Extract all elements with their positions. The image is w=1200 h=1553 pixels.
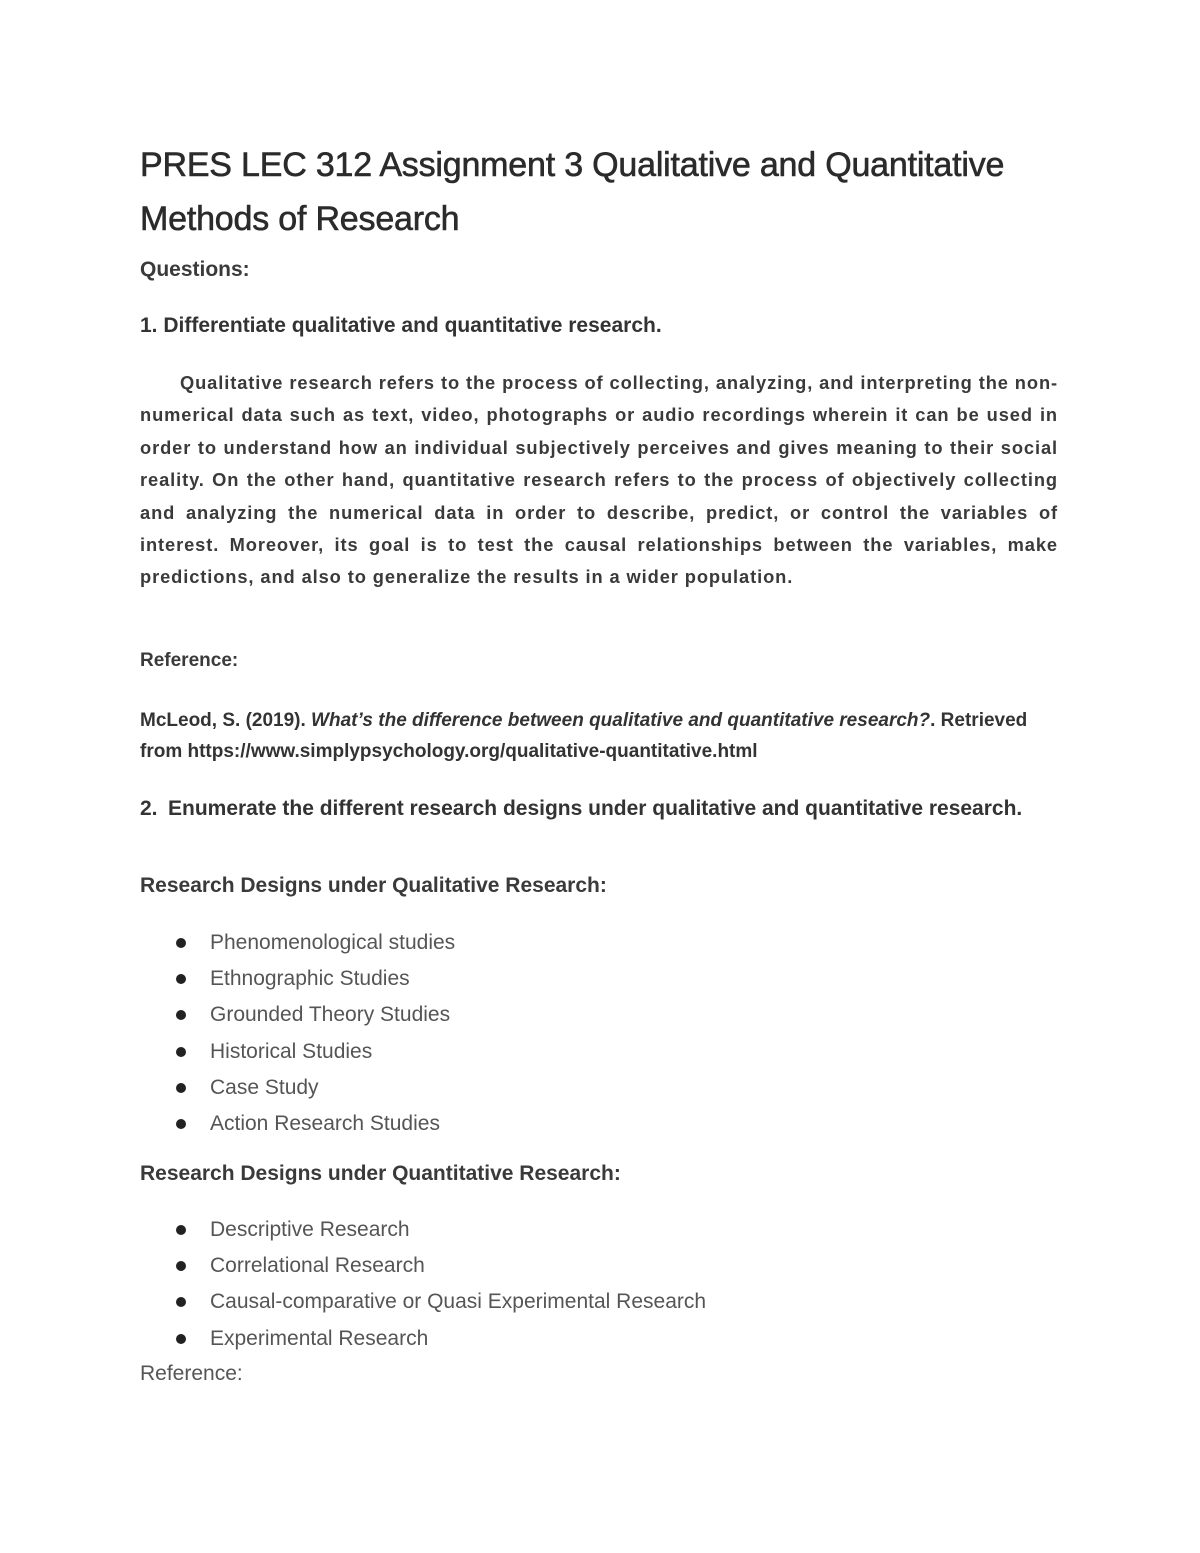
question-1-reference-label: Reference: <box>140 650 239 671</box>
bullet-icon <box>176 938 186 948</box>
bullet-icon <box>176 1083 186 1093</box>
bullet-icon <box>176 1297 186 1307</box>
question-2-number: 2. <box>140 797 158 820</box>
bullet-icon <box>176 1047 186 1057</box>
citation-author: McLeod, S. (2019). <box>140 710 312 731</box>
bullet-icon <box>176 974 186 984</box>
citation-title: What’s the difference between qualitative and quantitative research? <box>311 710 931 731</box>
list-item: Case Study <box>176 1070 455 1106</box>
quantitative-designs-list <box>176 1212 706 1357</box>
question-2-text: Enumerate the different research designs under qualitative and quantitative research. <box>168 797 1023 820</box>
question-2-heading <box>140 794 1040 824</box>
list-item: Causal-comparative or Quasi Experimental Research <box>176 1284 706 1320</box>
list-item: Descriptive Research <box>176 1212 706 1248</box>
bullet-icon <box>176 1334 186 1344</box>
bullet-icon <box>176 1119 186 1129</box>
list-item: Ethnographic Studies <box>176 961 455 997</box>
quantitative-designs-heading: Research Designs under Quantitative Research: <box>140 1162 621 1185</box>
list-item: Grounded Theory Studies <box>176 997 455 1033</box>
list-item: Experimental Research <box>176 1321 706 1357</box>
qualitative-designs-heading: Research Designs under Qualitative Research: <box>140 874 607 897</box>
question-1-heading: 1. Differentiate qualitative and quantitative research. <box>140 314 662 337</box>
bullet-icon <box>176 1225 186 1235</box>
bullet-icon <box>176 1010 186 1020</box>
bullet-icon <box>176 1261 186 1271</box>
question-1-citation <box>140 705 1058 767</box>
question-1-answer: Qualitative research refers to the process of collecting, analyzing, and interpreting the non-numerical data such as text, video, photographs or audio recordings wherein it can be used in order to understand how an individual subjectively perceives and gives meaning to their social reality. On the other hand, quantitative research refers to the process of objectively collecting and analyzing the numerical data in order to describe, predict, or control the variables of interest. Moreover, its goal is to test the causal relationships between the variables, make predictions, and also to generalize the results in a wider population. <box>140 372 1058 588</box>
qualitative-designs-list <box>176 925 455 1142</box>
question-2-reference-label: Reference: <box>140 1362 243 1385</box>
list-item: Action Research Studies <box>176 1106 455 1142</box>
list-item: Historical Studies <box>176 1034 455 1070</box>
document-title: PRES LEC 312 Assignment 3 Qualitative and Quantitative Methods of Research <box>140 146 1005 238</box>
list-item: Phenomenological studies <box>176 925 455 961</box>
questions-label: Questions: <box>140 258 250 281</box>
list-item: Correlational Research <box>176 1248 706 1284</box>
citation-retrieved: . Retrieved from https://www.simplypsychology.org/qualitative-quantitative.html <box>140 710 1028 762</box>
